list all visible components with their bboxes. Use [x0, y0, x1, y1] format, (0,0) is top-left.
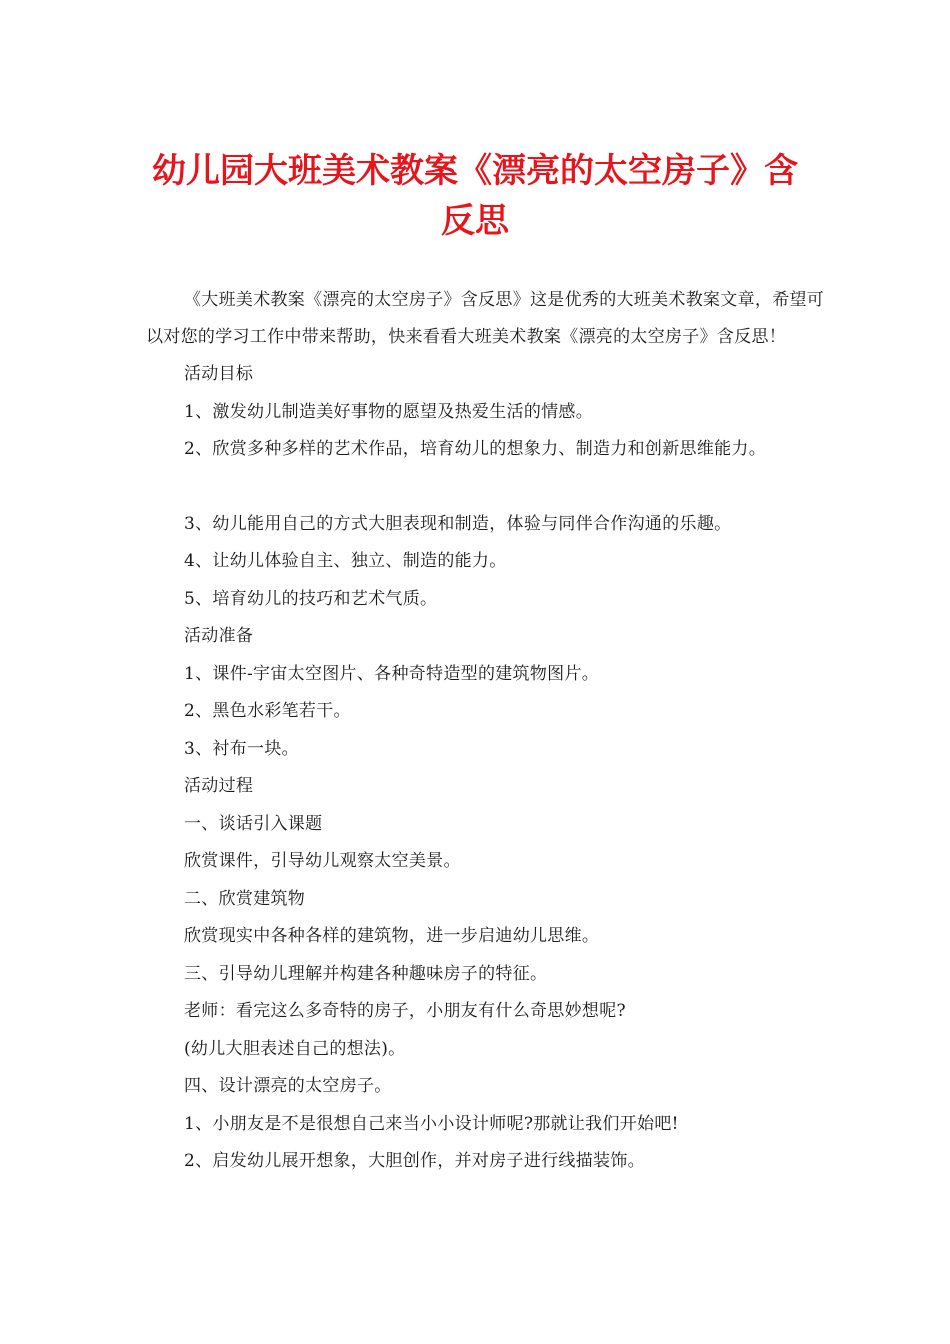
heading-preparation: 活动准备 — [184, 626, 254, 646]
document-body — [146, 282, 826, 1181]
teacher-question: 老师：看完这么多奇特的房子，小朋友有什么奇思妙想呢? — [184, 1001, 626, 1021]
prep-item-3: 3、衬布一块。 — [184, 738, 299, 759]
heading-goals: 活动目标 — [184, 364, 254, 384]
heading-process: 活动过程 — [184, 776, 254, 796]
children-response: (幼儿大胆表述自己的想法)。 — [184, 1038, 406, 1059]
process-step-4-item-1: 1、小朋友是不是很想自己来当小小设计师呢?那就让我们开始吧! — [184, 1113, 679, 1134]
prep-item-2: 2、黑色水彩笔若干。 — [184, 701, 351, 721]
process-step-2: 二、欣赏建筑物 — [184, 888, 306, 909]
title-line-1: 幼儿园大班美术教案《漂亮的太空房子》含 — [152, 151, 798, 191]
process-step-1-detail: 欣赏课件，引导幼儿观察太空美景。 — [184, 851, 461, 871]
title-line-2: 反思 — [441, 201, 509, 241]
goal-item-2: 2、欣赏多种多样的艺术作品，培育幼儿的想象力、制造力和创新思维能力。 — [184, 439, 767, 459]
process-step-3: 三、引导幼儿理解并构建各种趣味房子的特征。 — [184, 963, 548, 984]
goal-item-4: 4、让幼儿体验自主、独立、制造的能力。 — [184, 551, 507, 571]
intro-paragraph: 《大班美术教案《漂亮的太空房子》含反思》这是优秀的大班美术教案文章，希望可以对您的学习工作中带来帮助，快来看看大班美术教案《漂亮的太空房子》含反思！ — [146, 290, 825, 347]
prep-item-1: 1、课件-宇宙太空图片、各种奇特造型的建筑物图片。 — [184, 663, 600, 684]
process-step-4-item-2: 2、启发幼儿展开想象，大胆创作，并对房子进行线描装饰。 — [184, 1151, 645, 1171]
document-title — [120, 146, 830, 246]
goal-item-1: 1、激发幼儿制造美好事物的愿望及热爱生活的情感。 — [184, 401, 594, 422]
process-step-4: 四、设计漂亮的太空房子。 — [184, 1076, 392, 1096]
process-step-2-detail: 欣赏现实中各种各样的建筑物，进一步启迪幼儿思维。 — [184, 926, 600, 946]
goal-item-3: 3、幼儿能用自己的方式大胆表现和制造，体验与同伴合作沟通的乐趣。 — [184, 513, 732, 534]
goal-item-5: 5、培育幼儿的技巧和艺术气质。 — [184, 588, 438, 609]
process-step-1: 一、谈话引入课题 — [184, 813, 323, 834]
